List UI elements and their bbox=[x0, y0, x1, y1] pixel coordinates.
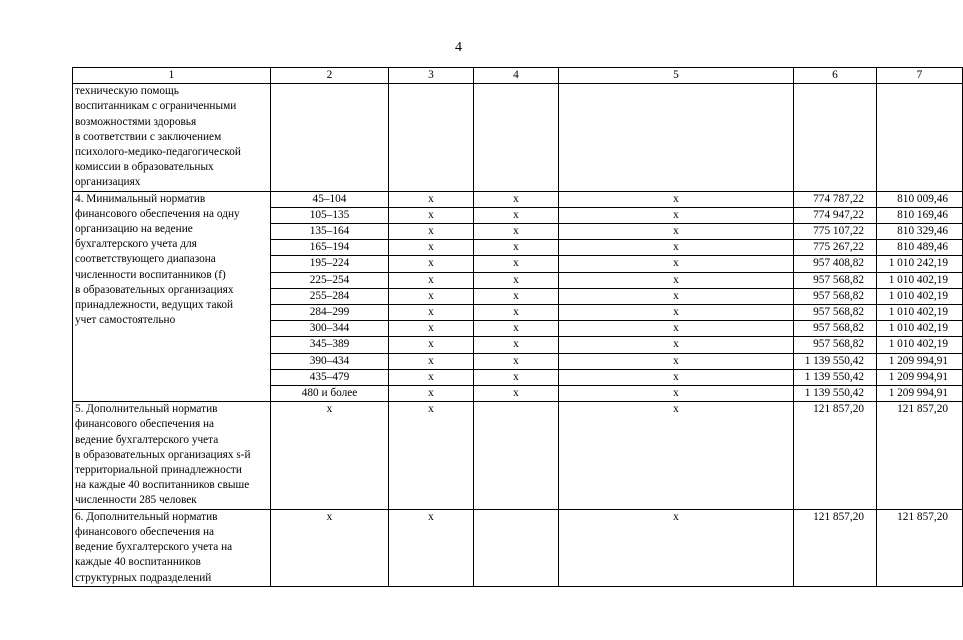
col6-value: 957 568,82 bbox=[794, 321, 877, 337]
col5-cell: х bbox=[559, 321, 794, 337]
row3-cell bbox=[389, 84, 474, 191]
row6-col7: 121 857,20 bbox=[877, 509, 963, 586]
col5-cell: х bbox=[559, 256, 794, 272]
col6-value: 775 267,22 bbox=[794, 240, 877, 256]
col4-cell: х bbox=[474, 272, 559, 288]
range-cell: 345–389 bbox=[271, 337, 389, 353]
header-col-4: 4 bbox=[474, 68, 559, 84]
col5-cell: х bbox=[559, 272, 794, 288]
range-cell: 255–284 bbox=[271, 288, 389, 304]
range-cell: 300–344 bbox=[271, 321, 389, 337]
col7-value: 810 489,46 bbox=[877, 240, 963, 256]
col6-value: 957 408,82 bbox=[794, 256, 877, 272]
col4-cell: х bbox=[474, 256, 559, 272]
range-cell: 195–224 bbox=[271, 256, 389, 272]
header-col-6: 6 bbox=[794, 68, 877, 84]
row5-col2: х bbox=[271, 402, 389, 509]
col7-value: 810 169,46 bbox=[877, 207, 963, 223]
col7-value: 1 209 994,91 bbox=[877, 369, 963, 385]
col7-value: 810 009,46 bbox=[877, 191, 963, 207]
col6-value: 774 787,22 bbox=[794, 191, 877, 207]
row6-col5: х bbox=[559, 509, 794, 586]
row5-col4 bbox=[474, 402, 559, 509]
col7-value: 1 209 994,91 bbox=[877, 386, 963, 402]
header-col-2: 2 bbox=[271, 68, 389, 84]
col4-cell: х bbox=[474, 288, 559, 304]
col3-cell: х bbox=[389, 321, 474, 337]
table-row-4-subrow bbox=[73, 191, 963, 207]
range-cell: 225–254 bbox=[271, 272, 389, 288]
page-number: 4 bbox=[455, 40, 462, 55]
row5-col7: 121 857,20 bbox=[877, 402, 963, 509]
col4-cell: х bbox=[474, 369, 559, 385]
col3-cell: х bbox=[389, 369, 474, 385]
col6-value: 957 568,82 bbox=[794, 272, 877, 288]
row5-col5: х bbox=[559, 402, 794, 509]
col4-cell: х bbox=[474, 191, 559, 207]
row5-col6: 121 857,20 bbox=[794, 402, 877, 509]
col6-value: 775 107,22 bbox=[794, 224, 877, 240]
row4-label: 4. Минимальный норматив финансового обеспечения на одну организацию на ведение бухгалтерского учета для соответствующего диапазона численности воспитанников (f) в образовательных организациях принадлежности, ведущих такой учет самостоятельно bbox=[73, 191, 271, 402]
col7-value: 1 010 402,19 bbox=[877, 288, 963, 304]
col6-value: 957 568,82 bbox=[794, 337, 877, 353]
col6-value: 1 139 550,42 bbox=[794, 386, 877, 402]
col5-cell: х bbox=[559, 191, 794, 207]
col4-cell: х bbox=[474, 207, 559, 223]
row3-cell bbox=[474, 84, 559, 191]
col6-value: 957 568,82 bbox=[794, 305, 877, 321]
col5-cell: х bbox=[559, 386, 794, 402]
range-cell: 284–299 bbox=[271, 305, 389, 321]
range-cell: 45–104 bbox=[271, 191, 389, 207]
row6-col4 bbox=[474, 509, 559, 586]
row6-col6: 121 857,20 bbox=[794, 509, 877, 586]
col5-cell: х bbox=[559, 207, 794, 223]
col7-value: 1 010 402,19 bbox=[877, 321, 963, 337]
row5-col3: х bbox=[389, 402, 474, 509]
col3-cell: х bbox=[389, 272, 474, 288]
range-cell: 105–135 bbox=[271, 207, 389, 223]
col6-value: 1 139 550,42 bbox=[794, 353, 877, 369]
row5-label: 5. Дополнительный норматив финансового обеспечения на ведение бухгалтерского учета в образовательных организациях s-й территориальной принадлежности на каждые 40 воспитанников свыше численности 285 человек bbox=[73, 402, 271, 509]
col4-cell: х bbox=[474, 224, 559, 240]
row6-label: 6. Дополнительный норматив финансового обеспечения на ведение бухгалтерского учета на каждые 40 воспитанников структурных подразделений bbox=[73, 509, 271, 586]
col7-value: 1 209 994,91 bbox=[877, 353, 963, 369]
col4-cell: х bbox=[474, 240, 559, 256]
range-cell: 480 и более bbox=[271, 386, 389, 402]
range-cell: 390–434 bbox=[271, 353, 389, 369]
col7-value: 1 010 402,19 bbox=[877, 272, 963, 288]
range-cell: 135–164 bbox=[271, 224, 389, 240]
col3-cell: х bbox=[389, 256, 474, 272]
col6-value: 774 947,22 bbox=[794, 207, 877, 223]
col5-cell: х bbox=[559, 240, 794, 256]
header-col-5: 5 bbox=[559, 68, 794, 84]
col5-cell: х bbox=[559, 369, 794, 385]
col7-value: 1 010 242,19 bbox=[877, 256, 963, 272]
row3-cell bbox=[559, 84, 794, 191]
col4-cell: х bbox=[474, 321, 559, 337]
table-row-5 bbox=[73, 402, 963, 509]
col5-cell: х bbox=[559, 305, 794, 321]
row3-label: техническую помощь воспитанникам с ограниченными возможностями здоровья в соответствии с заключением психолого-медико-педагогической комиссии в образовательных организациях bbox=[73, 84, 271, 191]
row6-col3: х bbox=[389, 509, 474, 586]
col7-value: 810 329,46 bbox=[877, 224, 963, 240]
col3-cell: х bbox=[389, 207, 474, 223]
range-cell: 165–194 bbox=[271, 240, 389, 256]
header-col-1: 1 bbox=[73, 68, 271, 84]
col3-cell: х bbox=[389, 386, 474, 402]
col5-cell: х bbox=[559, 288, 794, 304]
col3-cell: х bbox=[389, 337, 474, 353]
col3-cell: х bbox=[389, 191, 474, 207]
norms-table bbox=[72, 67, 963, 587]
header-row bbox=[73, 68, 963, 84]
col6-value: 957 568,82 bbox=[794, 288, 877, 304]
table-row-6 bbox=[73, 509, 963, 586]
col5-cell: х bbox=[559, 353, 794, 369]
table-row-3-continued bbox=[73, 84, 963, 191]
header-col-7: 7 bbox=[877, 68, 963, 84]
col3-cell: х bbox=[389, 240, 474, 256]
col3-cell: х bbox=[389, 224, 474, 240]
col4-cell: х bbox=[474, 337, 559, 353]
col4-cell: х bbox=[474, 386, 559, 402]
col5-cell: х bbox=[559, 224, 794, 240]
col4-cell: х bbox=[474, 353, 559, 369]
row3-cell bbox=[794, 84, 877, 191]
col7-value: 1 010 402,19 bbox=[877, 337, 963, 353]
row3-cell bbox=[271, 84, 389, 191]
header-col-3: 3 bbox=[389, 68, 474, 84]
col4-cell: х bbox=[474, 305, 559, 321]
col5-cell: х bbox=[559, 337, 794, 353]
col3-cell: х bbox=[389, 288, 474, 304]
range-cell: 435–479 bbox=[271, 369, 389, 385]
col3-cell: х bbox=[389, 353, 474, 369]
col3-cell: х bbox=[389, 305, 474, 321]
col7-value: 1 010 402,19 bbox=[877, 305, 963, 321]
row6-col2: х bbox=[271, 509, 389, 586]
row3-cell bbox=[877, 84, 963, 191]
col6-value: 1 139 550,42 bbox=[794, 369, 877, 385]
